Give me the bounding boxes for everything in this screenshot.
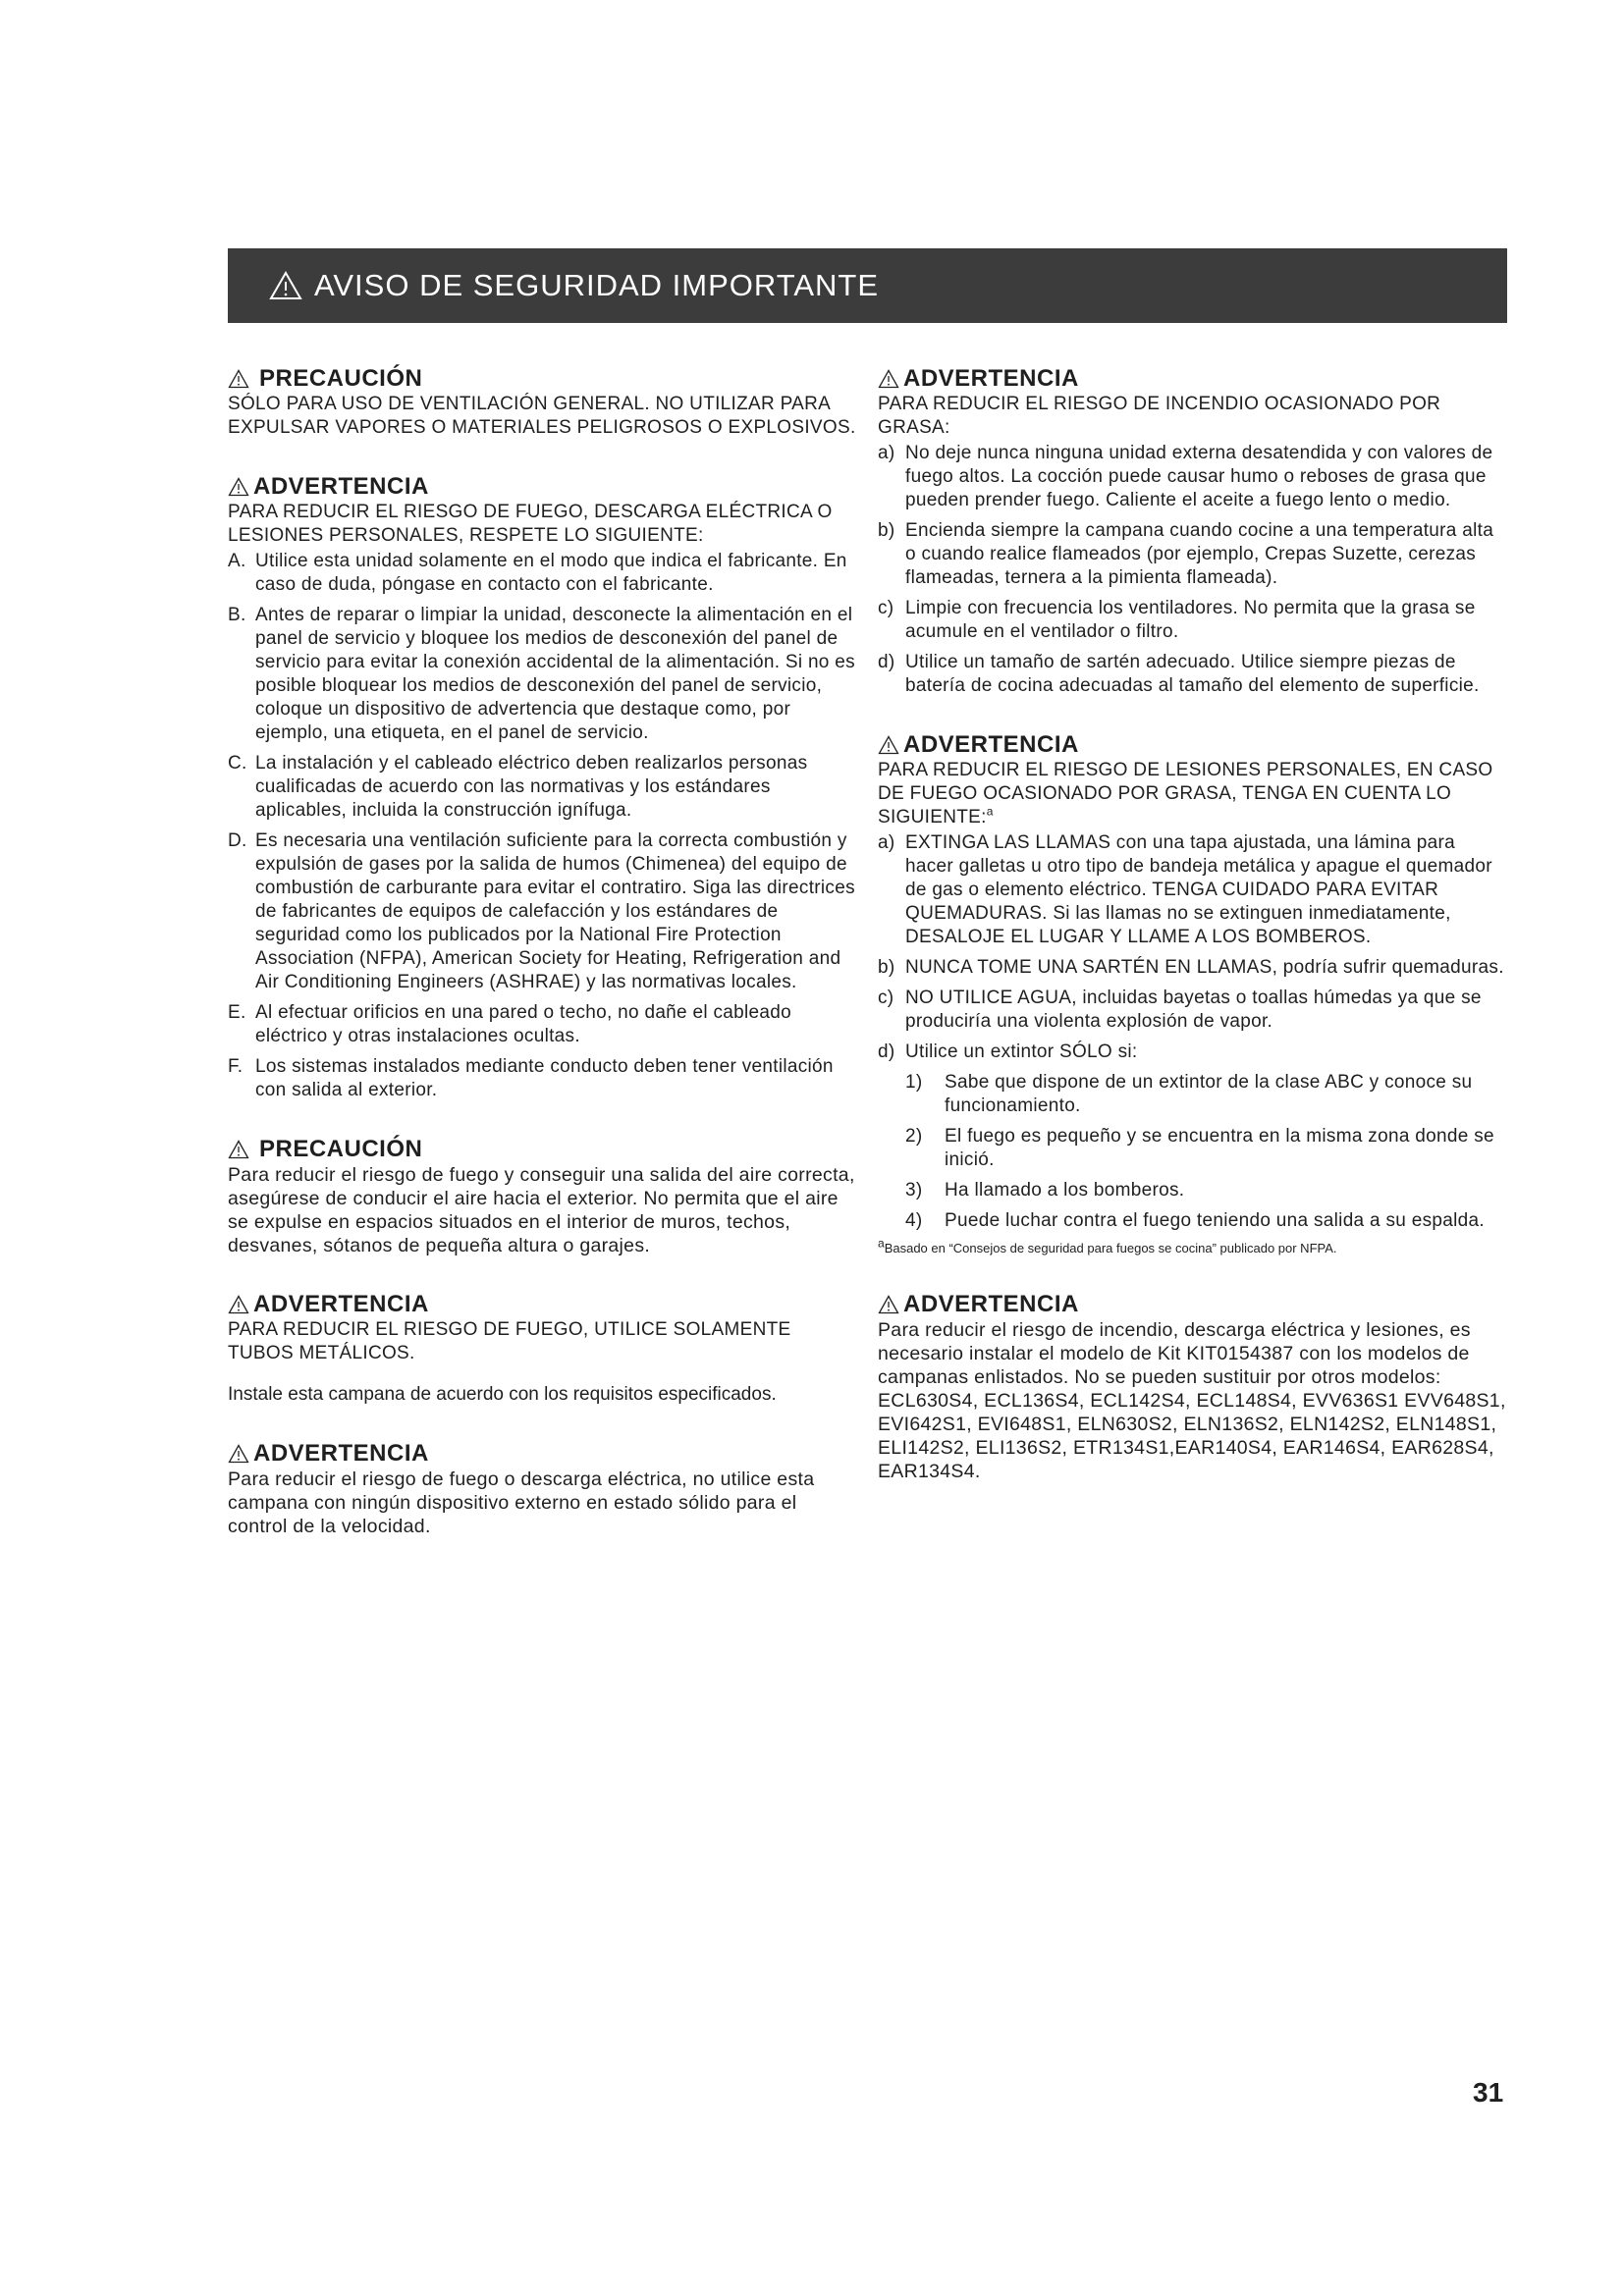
item-marker: d) bbox=[878, 652, 895, 672]
item-marker: D. bbox=[228, 830, 247, 851]
heading-text: ADVERTENCIA bbox=[903, 365, 1079, 392]
section-heading bbox=[878, 1291, 1506, 1318]
warning-section-grease-fire-injury bbox=[878, 731, 1506, 1257]
heading-text: ADVERTENCIA bbox=[253, 1440, 429, 1467]
item-marker: b) bbox=[878, 520, 895, 541]
section-body: PARA REDUCIR EL RIESGO DE FUEGO, UTILICE SOLAMENTE TUBOS METÁLICOS. bbox=[228, 1319, 791, 1363]
warning-triangle-icon bbox=[269, 271, 302, 300]
section-heading bbox=[878, 365, 1506, 393]
item-text: Los sistemas instalados mediante conducto deben tener ventilación con salida al exterior. bbox=[255, 1056, 834, 1100]
heading-text: PRECAUCIÓN bbox=[259, 365, 423, 392]
warning-section-grease-fire-risk bbox=[878, 365, 1506, 698]
section-body: SÓLO PARA USO DE VENTILACIÓN GENERAL. NO UTILIZAR PARA EXPULSAR VAPORES O MATERIALES PELIGROSOS O EXPLOSIVOS. bbox=[228, 394, 856, 438]
section-note: Instale esta campana de acuerdo con los requisitos especificados. bbox=[228, 1384, 777, 1405]
item-text: EXTINGA LAS LLAMAS con una tapa ajustada, una lámina para hacer galletas u otro tipo de bandeja metálica y apague el quemador de gas o elemento eléctrico. TENGA CUIDADO PARA EVITAR QUEMADURAS. Si las llamas no se extinguen inmediatamente, DESALOJE EL LUGAR Y LLAME A LOS BOMBEROS. bbox=[905, 832, 1492, 947]
footnote bbox=[878, 1236, 1506, 1257]
item-text: Puede luchar contra el fuego teniendo una salida a su espalda. bbox=[945, 1210, 1485, 1231]
footnote-reference: a bbox=[986, 804, 994, 819]
list-item bbox=[905, 1179, 1506, 1202]
warning-triangle-icon bbox=[878, 1295, 899, 1314]
warning-triangle-icon bbox=[228, 369, 249, 389]
item-text: Antes de reparar o limpiar la unidad, desconecte la alimentación en el panel de servicio y bloquee los medios de desconexión del panel de servicio para evitar la conexión accidental de la alimentación. Si no es posible bloquear los medios de desconexión del panel de servicio, coloque un dispositivo de advertencia que destaque como, por ejemplo, una etiqueta, en el panel de servicio. bbox=[255, 605, 855, 743]
footnote-marker: a bbox=[878, 1236, 885, 1251]
item-text: Ha llamado a los bomberos. bbox=[945, 1180, 1185, 1201]
section-body: Para reducir el riesgo de fuego o descarga eléctrica, no utilice esta campana con ningún dispositivo externo en estado sólido para el control de la velocidad. bbox=[228, 1468, 815, 1537]
section-heading bbox=[878, 731, 1506, 759]
list-item bbox=[878, 987, 1506, 1034]
list-item bbox=[228, 829, 856, 994]
list-item bbox=[905, 1071, 1506, 1118]
item-text: Utilice esta unidad solamente en el modo que indica el fabricante. En caso de duda, póngase en contacto con el fabricante. bbox=[255, 551, 847, 595]
item-marker: F. bbox=[228, 1056, 244, 1077]
section-heading bbox=[228, 1440, 856, 1468]
section-body-text: PARA REDUCIR EL RIESGO DE LESIONES PERSONALES, EN CASO DE FUEGO OCASIONADO POR GRASA, TENGA EN CUENTA LO SIGUIENTE: bbox=[878, 760, 1493, 828]
item-marker: C. bbox=[228, 753, 247, 774]
heading-text: ADVERTENCIA bbox=[253, 1291, 429, 1317]
item-marker: b) bbox=[878, 957, 895, 978]
item-marker: c) bbox=[878, 598, 894, 618]
item-marker: 1) bbox=[905, 1072, 923, 1093]
list-item bbox=[878, 519, 1506, 590]
extinguisher-conditions-list bbox=[878, 1071, 1506, 1233]
precaution-section-air-exhaust bbox=[228, 1136, 856, 1257]
footnote-text: Basado en “Consejos de seguridad para fuegos se cocina” publicado por NFPA. bbox=[884, 1241, 1337, 1255]
precaution-section-general-ventilation bbox=[228, 365, 856, 440]
item-marker: 3) bbox=[905, 1180, 923, 1201]
item-marker: a) bbox=[878, 443, 895, 463]
section-body: PARA REDUCIR EL RIESGO DE FUEGO, DESCARGA ELÉCTRICA O LESIONES PERSONALES, RESPETE LO SIGUIENTE: bbox=[228, 502, 833, 546]
item-text: NUNCA TOME UNA SARTÉN EN LLAMAS, podría sufrir quemaduras. bbox=[905, 957, 1504, 978]
warning-triangle-icon bbox=[228, 1444, 249, 1464]
item-text: Utilice un extintor SÓLO si: bbox=[905, 1041, 1138, 1062]
item-text: La instalación y el cableado eléctrico deben realizarlos personas cualificadas de acuerdo con las normativas y los estándares aplicables, incluida la construcción ignífuga. bbox=[255, 753, 808, 821]
item-text: El fuego es pequeño y se encuentra en la misma zona donde se inició. bbox=[945, 1126, 1494, 1170]
item-text: Al efectuar orificios en una pared o techo, no dañe el cableado eléctrico y otras instalaciones ocultas. bbox=[255, 1002, 791, 1046]
heading-text: ADVERTENCIA bbox=[903, 1291, 1079, 1317]
item-marker: a) bbox=[878, 832, 895, 853]
item-text: Sabe que dispone de un extintor de la clase ABC y conoce su funcionamiento. bbox=[945, 1072, 1473, 1116]
list-item bbox=[228, 1055, 856, 1102]
list-item bbox=[878, 597, 1506, 644]
warning-section-metal-ducts bbox=[228, 1291, 856, 1407]
section-body: PARA REDUCIR EL RIESGO DE INCENDIO OCASIONADO POR GRASA: bbox=[878, 394, 1441, 438]
warning-triangle-icon bbox=[878, 735, 899, 755]
item-text: Utilice un tamaño de sartén adecuado. Utilice siempre piezas de batería de cocina adecuadas al tamaño del elemento de superficie. bbox=[905, 652, 1480, 696]
instruction-list bbox=[878, 831, 1506, 1064]
list-item bbox=[228, 1001, 856, 1048]
section-heading bbox=[228, 365, 856, 393]
warning-section-kit-models bbox=[878, 1291, 1506, 1483]
item-marker: d) bbox=[878, 1041, 895, 1062]
page-number: 31 bbox=[1473, 2077, 1504, 2108]
warning-triangle-icon bbox=[878, 369, 899, 389]
section-heading bbox=[228, 1136, 856, 1163]
instruction-list bbox=[228, 550, 856, 1102]
banner-title: AVISO DE SEGURIDAD IMPORTANTE bbox=[314, 268, 880, 302]
list-item bbox=[228, 752, 856, 823]
item-marker: B. bbox=[228, 605, 246, 625]
item-marker: E. bbox=[228, 1002, 246, 1023]
item-marker: A. bbox=[228, 551, 246, 571]
list-item bbox=[878, 651, 1506, 698]
item-text: NO UTILICE AGUA, incluidas bayetas o toallas húmedas ya que se produciría una violenta explosión de vapor. bbox=[905, 988, 1482, 1032]
list-item bbox=[228, 604, 856, 745]
warning-section-speed-control bbox=[228, 1440, 856, 1538]
right-column bbox=[878, 365, 1506, 1517]
section-heading bbox=[228, 1291, 856, 1318]
warning-section-fire-electric-injury bbox=[228, 473, 856, 1102]
list-item bbox=[905, 1125, 1506, 1172]
list-item bbox=[878, 956, 1506, 980]
safety-banner bbox=[228, 248, 1507, 323]
heading-text: PRECAUCIÓN bbox=[259, 1136, 423, 1162]
section-body bbox=[878, 759, 1506, 829]
item-text: Encienda siempre la campana cuando cocine a una temperatura alta o cuando realice flameados (por ejemplo, Crepas Suzette, cerezas flameadas, ternera a la pimienta flameada). bbox=[905, 520, 1494, 588]
model-list: ECL630S4, ECL136S4, ECL142S4, ECL148S4, EVV636S1 EVV648S1, EVI642S1, EVI648S1, ELN630S2, ELN136S2, ELN142S2, ELN148S1, ELI142S2, ELI136S2, ETR134S1,EAR140S4, EAR146S4, EAR628S4, EAR134S4. bbox=[878, 1390, 1506, 1482]
list-item bbox=[905, 1209, 1506, 1233]
warning-triangle-icon bbox=[228, 477, 249, 497]
section-heading bbox=[228, 473, 856, 501]
item-text: No deje nunca ninguna unidad externa desatendida y con valores de fuego altos. La cocción puede causar humo o reboses de grasa que pueden prender fuego. Caliente el aceite a fuego lento o medio. bbox=[905, 443, 1493, 510]
list-item bbox=[228, 550, 856, 597]
instruction-list bbox=[878, 442, 1506, 698]
list-item bbox=[878, 831, 1506, 949]
item-text: Limpie con frecuencia los ventiladores. No permita que la grasa se acumule en el ventilador o filtro. bbox=[905, 598, 1476, 642]
section-body: Para reducir el riesgo de fuego y conseguir una salida del aire correcta, asegúrese de conducir el aire hacia el exterior. No permita que el aire se expulse en espacios situados en el interior de muros, techos, desvanes, sótanos de pequeña altura o garajes. bbox=[228, 1164, 855, 1256]
left-column bbox=[228, 365, 856, 1572]
warning-triangle-icon bbox=[228, 1295, 249, 1314]
item-marker: 4) bbox=[905, 1210, 923, 1231]
list-item bbox=[878, 1041, 1506, 1064]
section-body: Para reducir el riesgo de incendio, descarga eléctrica y lesiones, es necesario instalar el modelo de Kit KIT0154387 con los modelos de campanas enlistados. No se pueden sustituir por otros modelos: bbox=[878, 1319, 1471, 1388]
item-text: Es necesaria una ventilación suficiente para la correcta combustión y expulsión de gases por la salida de humos (Chimenea) del equipo de combustión de carburante para evitar el contratiro. Siga las directrices de fabricantes de equipos de calefacción y los estándares de seguridad como los publicados por la National Fire Protection Association (NFPA), American Society for Heating, Refrigeration and Air Conditioning Engineers (ASHRAE) y las normativas locales. bbox=[255, 830, 855, 992]
heading-text: ADVERTENCIA bbox=[903, 731, 1079, 758]
item-marker: 2) bbox=[905, 1126, 923, 1147]
list-item bbox=[878, 442, 1506, 512]
warning-triangle-icon bbox=[228, 1140, 249, 1159]
item-marker: c) bbox=[878, 988, 894, 1008]
heading-text: ADVERTENCIA bbox=[253, 473, 429, 500]
